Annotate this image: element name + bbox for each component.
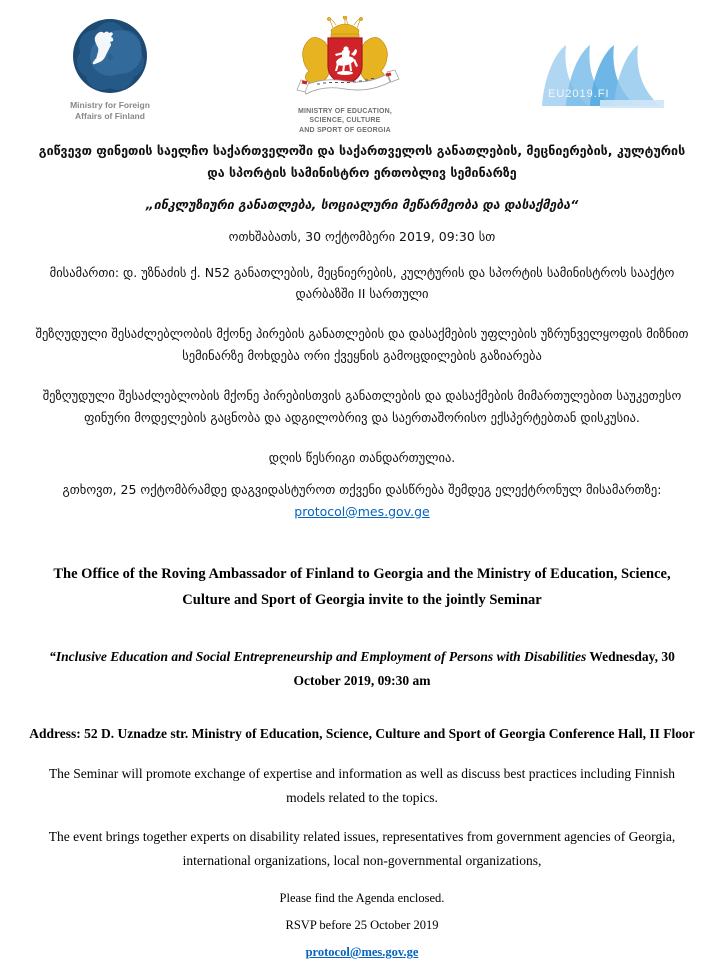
georgia-ministry-logo-block	[287, 16, 403, 135]
english-address: Address: 52 D. Uznadze str. Ministry of Education, Science, Culture and Sport of Georgia Conference Hall, II Floor	[29, 725, 695, 741]
georgia-caption-line1: MINISTRY OF EDUCATION,	[297, 108, 393, 115]
georgian-paragraph-1: შეზღუდული შესაძლებლობის მქონე პირების განათლების და დასაქმების უფლების უზრუნველყოფის მიზნით სემინარზე მოხდება ორი ქვეყნის გამოცდილების გაზიარება	[35, 326, 689, 364]
georgian-heading: გიწვევთ ფინეთის საელჩო საქართველოში და საქართველოს განათლების, მეცნიერების, კულტურის და სპორტის სამინისტრო ერთობლივ სემინარზე	[38, 143, 686, 180]
georgian-paragraph-2: შეზღუდული შესაძლებლობის მქონე პირებისთვის განათლების და დასაქმების მიმართულებით საუკეთესო ფინური მოდელების გაცნობა და ადგილობრივ და საერთაშორისო ექსპერტებთან დისკუსია.	[42, 388, 682, 425]
english-rsvp-email-line	[28, 941, 696, 964]
english-paragraph-1: The Seminar will promote exchange of expertise and information as well as discuss best practices including Finnish models related to the topics.	[48, 766, 676, 806]
finland-mfa-globe-icon	[70, 16, 150, 96]
georgian-agenda-note: დღის წესრიგი თანდართულია.	[268, 449, 456, 465]
georgian-seminar-title: „ინკლუზიური განათლება, სოციალური მეწარმეობა და დასაქმება“	[145, 196, 579, 212]
finland-caption-line1: Ministry for Foreign	[70, 100, 150, 110]
georgian-rsvp-text: გთხოვთ, 25 ოქტომბრამდე დაგვიდასტუროთ თქვენი დასწრება შემდეგ ელექტრონულ მისამართზე:	[62, 481, 662, 497]
georgia-caption-line2: SCIENCE, CULTURE	[309, 117, 381, 125]
english-rsvp-note: RSVP before 25 October 2019	[285, 917, 439, 932]
georgian-address: მისამართი: დ. უზნაძის ქ. N52 განათლების, მეცნიერების, კულტურის და სპორტის სამინისტროს სააქტო დარბაზში II სართული	[49, 264, 675, 302]
finland-caption-line2: Affairs of Finland	[75, 111, 145, 122]
georgia-caption-line3: AND SPORT OF GEORGIA	[299, 126, 391, 134]
georgian-rsvp-email-link[interactable]: protocol@mes.gov.ge	[294, 503, 430, 519]
english-rsvp-email-link[interactable]: protocol@mes.gov.ge	[305, 945, 419, 960]
english-section	[0, 562, 724, 963]
georgian-datetime: ოთხშაბათს, 30 ოქტომბერი 2019, 09:30 სთ	[228, 228, 496, 244]
english-seminar-title: “Inclusive Education and Social Entrepreneurship and Employment of Persons with Disabilities	[49, 649, 587, 665]
eu2019fi-label: EU2019.FI	[548, 88, 610, 100]
georgia-coat-of-arms-icon	[287, 16, 403, 104]
finland-mfa-logo-block	[70, 16, 150, 123]
finland-mfa-caption	[70, 100, 150, 123]
logo-row	[0, 16, 724, 134]
english-agenda-note: Please find the Agenda enclosed.	[279, 891, 445, 906]
eu2019fi-sails-icon	[540, 44, 666, 110]
georgian-rsvp-line	[28, 479, 696, 523]
georgian-section	[0, 140, 724, 522]
english-heading: The Office of the Roving Ambassador of Finland to Georgia and the Ministry of Education, Science, Culture and Sport of Georgia invite to the jointly Seminar	[53, 566, 671, 608]
georgia-ministry-caption	[298, 107, 392, 135]
eu2019fi-logo-block	[540, 44, 666, 114]
english-seminar-title-line	[28, 645, 696, 694]
english-seminar-datetime: Wednesday, 30 October 2019, 09:30 am	[293, 649, 675, 689]
english-paragraph-2: The event brings together experts on disability related issues, representatives from government agencies of Georgia, international organizations, local non-governmental organizations,	[48, 828, 676, 868]
